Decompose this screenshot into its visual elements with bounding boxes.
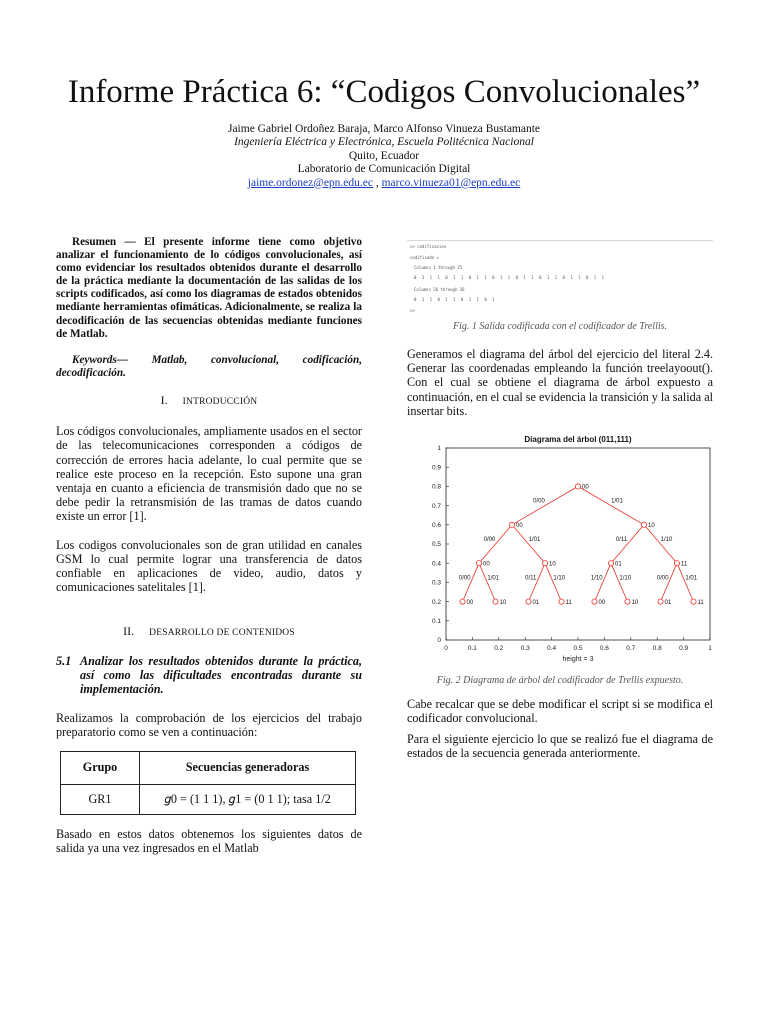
tree-edge [512, 525, 545, 563]
tree-edge [545, 563, 562, 601]
section-title: DESARROLLO DE CONTENIDOS [149, 628, 295, 639]
x-tick-label: 0 [444, 645, 448, 652]
edge-label: 0/00 [533, 498, 545, 505]
node-label: 01 [615, 561, 622, 568]
node-label: 10 [499, 599, 507, 606]
section-number: II. [123, 624, 135, 639]
tree-edge [644, 525, 677, 563]
tree-edge [529, 563, 546, 601]
node-label: 00 [466, 599, 474, 606]
tree-node [625, 599, 630, 604]
subsection-heading [56, 654, 362, 697]
tree-edge [578, 486, 644, 524]
paragraph-recalcar: Cabe recalcar que se debe modificar el script si se modifica el codificador convolucional. [407, 697, 713, 726]
matlab-line: >> [410, 308, 415, 313]
edge-label: 1/10 [619, 575, 632, 582]
node-label: 11 [565, 599, 572, 606]
paragraph-arbol: Generamos el diagrama del árbol del ejercicio del literal 2.4. Generar las coordenadas empleando la función treelayoout(). Con el cual se obtiene el diagrama de árbol expuesto a continuación, en el cual se evidencia la transición y la salida al insertar bits. [407, 347, 713, 418]
y-tick-label: 1 [437, 445, 441, 453]
edge-label: 1/10 [553, 575, 566, 582]
edge-label: 0/11 [615, 537, 628, 543]
table-header-grupo: Grupo [61, 751, 140, 784]
table-cell-secuencias: 𝑔0 = (1 1 1), 𝑔1 = (0 1 1); tasa 1/2 [140, 784, 356, 814]
tree-node [641, 522, 646, 527]
x-tick-label: 0.8 [652, 645, 662, 652]
section-title: INTRODUCCIÓN [182, 396, 258, 407]
tree-edge [479, 525, 512, 563]
city: Quito, Ecuador [348, 149, 420, 162]
edge-label: 0/00 [656, 575, 669, 582]
intro-paragraph-1: Los códigos convolucionales, ampliamente usados en el sector de las telecomunicaciones corresponden a códigos de corrección de errores hacia adelante, lo cual permite que se realice este proceso en la recepción. Esto supone una gran ventaja en cuanto a eficiencia de transmisión dado que no se debe pedir la retransmisión de las tramas de datos cuando existe un error [1]. [56, 424, 362, 524]
x-tick-label: 0.7 [626, 645, 636, 652]
tree-edge [595, 563, 612, 601]
tree-edge [611, 525, 644, 563]
tree-node [542, 561, 547, 566]
table-header-secuencias: Secuencias generadoras [140, 751, 356, 784]
figure-1-caption: Fig. 1 Salida codificada con el codificador de Trellis. [452, 321, 668, 332]
edge-label: 1/01 [487, 575, 500, 582]
edge-label: 0/11 [525, 575, 537, 582]
x-tick-label: 0.6 [599, 645, 609, 652]
tree-edge [677, 563, 694, 601]
y-tick-label: 0.7 [431, 502, 441, 510]
left-column [56, 236, 362, 855]
tree-node [608, 561, 613, 566]
tree-node [674, 561, 679, 566]
node-label: 10 [549, 561, 556, 568]
keywords: Keywords— Matlab, convolucional, codificación, decodificación. [56, 353, 362, 379]
y-tick-label: 0.5 [431, 541, 441, 549]
node-label: 10 [648, 523, 655, 529]
tree-node [592, 599, 597, 604]
section-heading-desarrollo [56, 624, 362, 640]
y-tick-label: 0.4 [431, 560, 441, 568]
tree-node [559, 599, 564, 604]
plot-frame [446, 448, 710, 640]
lab-name: Laboratorio de Comunicación Digital [297, 163, 471, 176]
matlab-line: Columns 1 through 25 [414, 265, 463, 270]
edge-label: 1/01 [685, 575, 698, 582]
node-label: 01 [664, 599, 672, 606]
x-tick-label: 0.5 [573, 645, 583, 652]
tree-edge [463, 563, 480, 601]
generator-table [60, 751, 356, 815]
paragraph-salida: Basado en estos datos obtenemos los siguientes datos de salida ya una vez ingresados en el Matlab [56, 826, 362, 855]
tree-node [493, 599, 498, 604]
matlab-line: >> codificacion [410, 244, 447, 249]
email-line [0, 177, 768, 190]
node-label: 00 [483, 561, 490, 568]
y-tick-label: 0 [437, 637, 441, 645]
x-tick-label: 1 [708, 645, 712, 652]
node-label: 00 [582, 484, 589, 491]
node-label: 00 [598, 599, 606, 606]
tree-node [476, 561, 481, 566]
x-tick-label: 0.1 [467, 645, 477, 652]
tree-diagram-chart [420, 430, 720, 670]
y-tick-label: 0.3 [431, 579, 441, 587]
abstract: Resumen — El presente informe tiene como objetivo analizar el funcionamiento de lo códigos convolucionales, así como evidenciar los resultados obtenidos durante el desarrollo de la práctica mediante la documentación de las salidas de los scripts codificados, así como los diagramas de estados obtenidos mediante herramientas ofimáticas. Adicionalmente, se realiza la decodificación de las secuencias obtenidas mediante funciones de Matlab. [56, 236, 362, 340]
edge-label: 1/10 [660, 537, 673, 543]
subsection-title: Analizar los resultados obtenidos durante la práctica, así como las dificultades encontradas durante su implementación. [80, 653, 362, 696]
figure-2-caption: Fig. 2 Diagrama de árbol del codificador de Trellis expuesto. [436, 675, 684, 686]
y-tick-label: 0.9 [431, 464, 441, 472]
chart-title: Diagrama del árbol (011,111) [524, 435, 632, 444]
tree-node [575, 484, 580, 489]
tree-edge [479, 563, 496, 601]
paragraph-estados: Para el siguiente ejercicio lo que se realizó fue el diagrama de estados de la secuencia generada anteriormente. [407, 732, 713, 761]
edge-label: 1/01 [528, 537, 541, 543]
table-row [61, 784, 356, 814]
edge-label: 1/10 [590, 575, 603, 582]
x-tick-label: 0.4 [547, 645, 557, 652]
tree-edge [611, 563, 628, 601]
email-link-1[interactable]: jaime.ordonez@epn.edu.ec [247, 176, 373, 189]
affiliation: Ingeniería Eléctrica y Electrónica, Escuela Politécnica Nacional [234, 136, 534, 149]
paper-title: Informe Práctica 6: “Codigos Convolucionales” [67, 74, 701, 110]
paragraph-comprobacion: Realizamos la comprobación de los ejercicios del trabajo preparatorio como se ven a continuación: [56, 711, 362, 740]
matlab-output-figure [407, 240, 713, 315]
table-cell-grupo: GR1 [61, 784, 140, 814]
node-label: 01 [532, 599, 540, 606]
matlab-line: 0 1 1 0 1 1 0 1 1 0 1 [414, 297, 495, 302]
table-header-row [61, 751, 356, 784]
author-names: Jaime Gabriel Ordoñez Baraja, Marco Alfonso Vinueza Bustamante [227, 123, 541, 135]
tree-edge [661, 563, 678, 601]
y-tick-label: 0.2 [431, 598, 441, 606]
tree-node [691, 599, 696, 604]
edge-label: 0/00 [458, 575, 471, 582]
section-number: I. [160, 392, 168, 407]
section-heading-introduccion [56, 393, 362, 409]
tree-edge [512, 486, 578, 524]
intro-paragraph-2: Los codigos convolucionales son de gran utilidad en canales GSM lo cual permite lograr una transferencia de datos confiable en aplicaciones de video, audio, datos y comunicaciones satelitales [1]. [56, 537, 362, 595]
edge-label: 0/00 [483, 537, 496, 543]
node-label: 11 [681, 561, 688, 568]
x-axis-label: height = 3 [562, 656, 594, 663]
x-tick-label: 0.3 [520, 645, 530, 652]
tree-node [509, 522, 514, 527]
node-label: 11 [697, 599, 704, 606]
x-tick-label: 0.9 [679, 645, 689, 652]
node-label: 00 [516, 523, 523, 529]
author-block [0, 123, 768, 190]
y-tick-label: 0.6 [431, 522, 441, 529]
y-tick-label: 0.1 [431, 618, 441, 625]
tree-node [658, 599, 663, 604]
x-tick-label: 0.2 [494, 645, 504, 652]
matlab-line: Columns 26 through 36 [414, 287, 465, 292]
tree-node [460, 599, 465, 604]
node-label: 10 [631, 599, 639, 606]
email-separator: , [372, 176, 382, 189]
edge-label: 1/01 [611, 498, 623, 505]
subsection-number: 5.1 [56, 653, 72, 668]
matlab-line: codificado = [410, 255, 439, 260]
tree-node [526, 599, 531, 604]
matlab-line: 0 1 1 1 0 1 1 0 1 1 0 1 1 0 1 1 0 1 1 0 1 1 0 1 1 [414, 275, 605, 280]
y-tick-label: 0.8 [431, 483, 441, 491]
email-link-2[interactable]: marco.vinueza01@epn.edu.ec [381, 176, 521, 189]
